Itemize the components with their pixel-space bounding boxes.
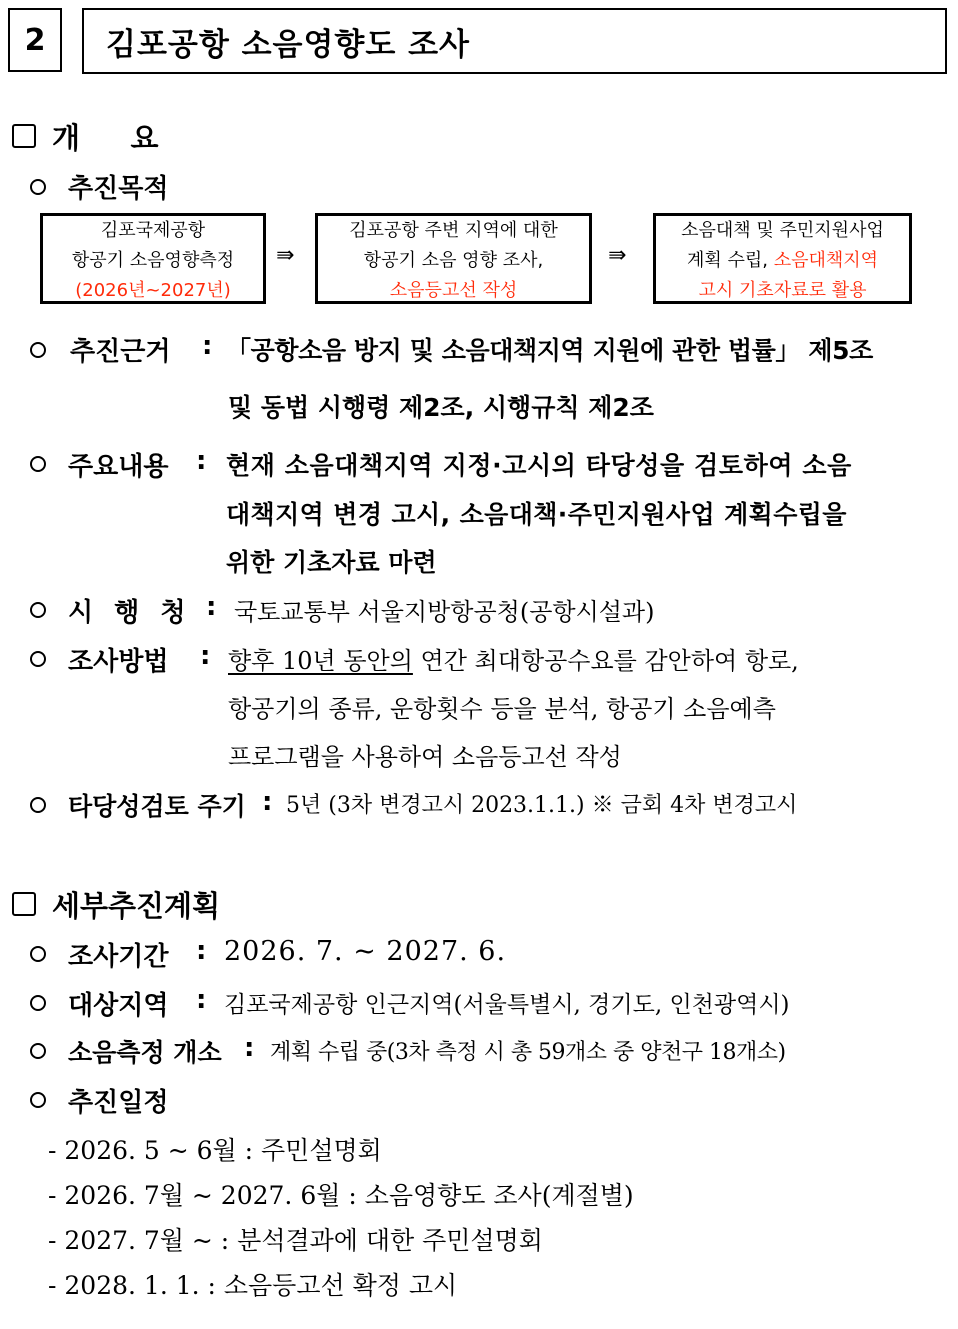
content-label: 주요내용 <box>68 452 169 482</box>
page-title: 김포공항 소음영향도 조사 <box>82 8 947 74</box>
arrow-right-icon: ⇛ <box>608 243 627 268</box>
agency-value: 국토교통부 서울지방항공청(공항시설과) <box>234 598 655 626</box>
overview-heading: 개 요 <box>52 121 159 155</box>
cycle-label: 타당성검토 주기 <box>68 792 246 821</box>
method-rest: 연간 최대항공수요를 감안하여 항로, <box>412 647 799 675</box>
plan-heading: 세부추진계획 <box>52 889 221 923</box>
flow-box-measurement <box>40 213 266 304</box>
schedule-item: - 2026. 7월 ~ 2027. 6월 : 소음영향도 조사(계절별) <box>48 1181 634 1210</box>
cycle-value: 5년 (3차 변경고시 2023.1.1.) ※ 금회 4차 변경고시 <box>286 793 798 818</box>
area-label: 대상지역 <box>68 991 169 1021</box>
method-line-1 <box>228 641 799 676</box>
basis-label: 추진근거 <box>70 337 171 367</box>
flow-box-survey <box>315 213 592 304</box>
flow-box-highlight: 소음등고선 작성 <box>389 280 518 301</box>
bullet-circle-icon <box>30 602 46 618</box>
schedule-item: - 2028. 1. 1. : 소음등고선 확정 고시 <box>48 1271 458 1300</box>
basis-line-1: 「공항소음 방지 및 소음대책지역 지원에 관한 법률」 제5조 <box>226 336 873 365</box>
area-value: 김포국제공항 인근지역(서울특별시, 경기도, 인천광역시) <box>224 992 790 1018</box>
section-number: 2 <box>8 8 62 72</box>
colon: : <box>206 592 217 622</box>
agency-label: 시 행 청 <box>68 598 192 628</box>
period-label: 조사기간 <box>68 942 169 972</box>
bullet-circle-icon <box>30 179 46 195</box>
bullet-circle-icon <box>30 342 46 358</box>
colon: : <box>196 446 207 476</box>
method-line-3: 프로그램을 사용하여 소음등고선 작성 <box>228 743 622 771</box>
flow-box-line: 김포국제공항 <box>100 220 206 241</box>
method-underlined: 향후 10년 동안의 <box>228 647 413 675</box>
bullet-circle-icon <box>30 995 46 1011</box>
checkbox-square-icon <box>12 892 36 916</box>
bullet-circle-icon <box>30 797 46 813</box>
flow-box-line: 김포공항 주변 지역에 대한 <box>349 220 558 241</box>
schedule-item: - 2027. 7월 ~ : 분석결과에 대한 주민설명회 <box>48 1226 543 1255</box>
method-line-2: 항공기의 종류, 운항횟수 등을 분석, 항공기 소음예측 <box>228 695 776 723</box>
flow-box-line: 항공기 소음영향측정 <box>71 250 235 271</box>
schedule-label: 추진일정 <box>68 1088 169 1118</box>
flow-box-highlight: 소음대책지역 <box>773 250 879 271</box>
basis-line-2: 및 동법 시행령 제2조, 시행규칙 제2조 <box>228 393 654 422</box>
content-line-2: 대책지역 변경 고시, 소음대책·주민지원사업 계획수립을 <box>226 500 847 529</box>
flow-box-line: 소음대책 및 주민지원사업 <box>681 220 884 241</box>
flow-box-highlight: (2026년~2027년) <box>75 280 231 301</box>
method-label: 조사방법 <box>68 647 169 677</box>
colon: : <box>244 1033 255 1063</box>
bullet-circle-icon <box>30 456 46 472</box>
bullet-circle-icon <box>30 651 46 667</box>
flow-box-line <box>656 246 909 276</box>
content-line-1: 현재 소음대책지역 지정·고시의 타당성을 검토하여 소음 <box>226 451 852 480</box>
colon: : <box>196 985 207 1015</box>
arrow-right-icon: ⇛ <box>276 243 295 268</box>
content-line-3: 위한 기초자료 마련 <box>226 548 437 577</box>
flow-box-plan <box>653 213 912 304</box>
flow-box-line: 항공기 소음 영향 조사, <box>363 250 544 271</box>
bullet-circle-icon <box>30 946 46 962</box>
points-value: 계획 수립 중(3차 측정 시 총 59개소 중 양천구 18개소) <box>270 1040 786 1065</box>
colon: : <box>200 641 211 671</box>
flow-box-text: 계획 수립, <box>686 250 774 271</box>
purpose-label: 추진목적 <box>68 174 169 204</box>
colon: : <box>196 936 207 966</box>
bullet-circle-icon <box>30 1043 46 1059</box>
flow-box-highlight: 고시 기초자료로 활용 <box>698 280 867 301</box>
colon: : <box>202 331 213 361</box>
period-value: 2026. 7. ~ 2027. 6. <box>224 936 507 967</box>
schedule-item: - 2026. 5 ~ 6월 : 주민설명회 <box>48 1136 382 1165</box>
points-label: 소음측정 개소 <box>68 1038 222 1067</box>
colon: : <box>262 787 273 817</box>
bullet-circle-icon <box>30 1092 46 1108</box>
checkbox-square-icon <box>12 124 36 148</box>
